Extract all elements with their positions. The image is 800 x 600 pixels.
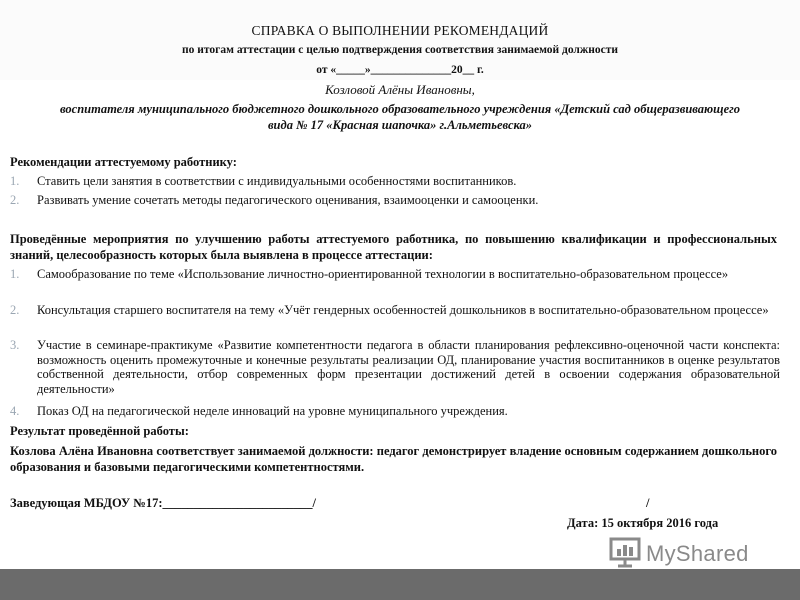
list-text: Ставить цели занятия в соответствии с индивидуальными особенностями воспитанников.: [37, 174, 517, 188]
list-text: Консультация старшего воспитателя на тему «Учёт гендерных особенностей дошкольников в воспитательно-образовательном процессе»: [37, 303, 769, 317]
signature-date: Дата: 15 октября 2016 года: [567, 516, 719, 530]
list-item: [10, 303, 780, 318]
list-item: [10, 338, 780, 396]
list-number: 1.: [10, 174, 20, 188]
presentation-board-icon: [608, 536, 642, 573]
signature-line: Заведующая МБДОУ №17:________________________/: [10, 496, 316, 510]
list-number: 3.: [10, 338, 20, 352]
list-number: 2.: [10, 303, 20, 317]
employee-position: воспитателя муниципального бюджетного дошкольного образовательного учреждения «Детский сад общеразвивающего вида № 17 «Красная шапочка» г.Альметьевска»: [60, 102, 741, 132]
document-title: СПРАВКА О ВЫПОЛНЕНИИ РЕКОМЕНДАЦИЙ: [251, 23, 549, 38]
employee-name: Козловой Алёны Ивановны,: [325, 82, 475, 97]
watermark-brand: MyShared: [646, 541, 749, 566]
result-heading: Результат проведённой работы:: [10, 424, 189, 438]
footer-bar: [0, 569, 800, 600]
list-number: 4.: [10, 404, 20, 418]
list-number: 1.: [10, 267, 20, 281]
list-item: [10, 193, 780, 208]
recommendations-heading: Рекомендации аттестуемому работнику:: [10, 155, 237, 169]
list-item: [10, 174, 780, 189]
date-line: от «_____»______________20__ г.: [316, 64, 484, 76]
header-area: [0, 0, 800, 80]
list-text: Участие в семинаре-практикуме «Развитие компетентности педагога в области планирования рефлексивно-оценочной части конспекта: возможность оценить промежуточные и конечные результаты реализации ОД, планирование участия воспитанников в оценке результатов собственной деятельности, отбор современных форм презентации достижений детей в освоении содержания образовательной деятельности»: [37, 338, 780, 396]
result-text: Козлова Алёна Ивановна соответствует занимаемой должности: педагог демонстрирует владение основным содержанием дошкольного образования и базовыми педагогическими компетентностями.: [10, 444, 777, 474]
list-text: Самообразование по теме «Использование личностно-ориентированной технологии в воспитательно-образовательном процессе»: [37, 267, 729, 281]
list-item: [10, 404, 780, 419]
list-text: Развивать умение сочетать методы педагогического оценивания, взаимооценки и самооценки.: [37, 193, 539, 207]
list-text: Показ ОД на педагогической неделе инноваций на уровне муниципального учреждения.: [37, 404, 508, 418]
watermark-logo: [608, 538, 749, 570]
signature-slash: /: [646, 496, 650, 510]
list-number: 2.: [10, 193, 20, 207]
document-subtitle: по итогам аттестации с целью подтверждения соответствия занимаемой должности: [182, 44, 618, 56]
measures-heading: Проведённые мероприятия по улучшению работы аттестуемого работника, по повышению квалификации и профессиональных знаний, целесообразность которых была выявлена в процессе аттестации:: [10, 232, 777, 262]
list-item: [10, 267, 780, 282]
